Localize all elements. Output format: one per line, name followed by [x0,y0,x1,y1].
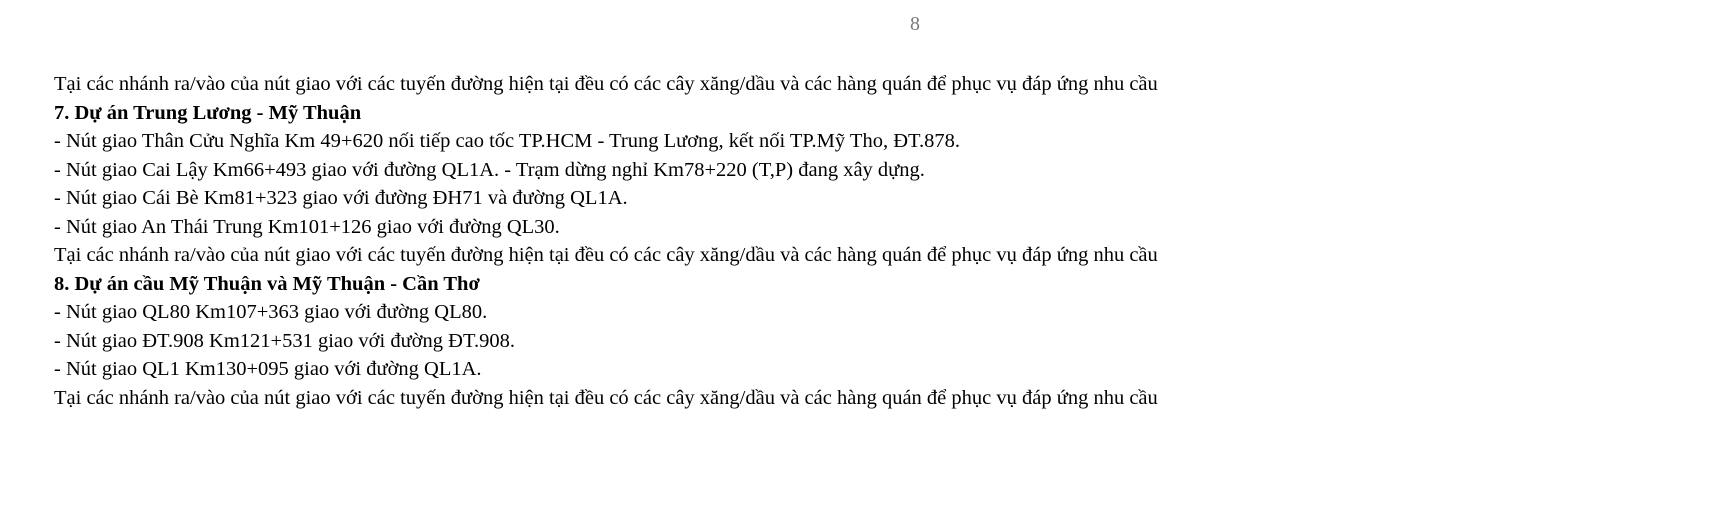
paragraph-fuel-services: Tại các nhánh ra/vào của nút giao với các tuyến đường hiện tại đều có các cây xăng/dầu và các hàng quán để phục vụ đáp ứng nhu cầu [54,73,1158,95]
section-heading-8: 8. Dự án cầu Mỹ Thuận và Mỹ Thuận - Cần Thơ [54,272,480,295]
list-item: - Nút giao An Thái Trung Km101+126 giao với đường QL30. [54,215,560,238]
section-heading-7: 7. Dự án Trung Lương - Mỹ Thuận [54,101,362,124]
list-item: - Nút giao ĐT.908 Km121+531 giao với đường ĐT.908. [54,329,515,352]
list-item: - Nút giao Thân Cửu Nghĩa Km 49+620 nối tiếp cao tốc TP.HCM - Trung Lương, kết nối TP.Mỹ Tho, ĐT.878. [54,130,960,152]
list-item: - Nút giao Cái Bè Km81+323 giao với đường ĐH71 và đường QL1A. [54,187,628,209]
list-item: - Nút giao Cai Lậy Km66+493 giao với đường QL1A. - Trạm dừng nghỉ Km78+220 (T,P) đang xây dựng. [54,158,925,181]
list-item: - Nút giao QL80 Km107+363 giao với đường QL80. [54,301,488,323]
document-body [54,70,1704,412]
list-item: - Nút giao QL1 Km130+095 giao với đường QL1A. [54,358,482,380]
paragraph-fuel-services: Tại các nhánh ra/vào của nút giao với các tuyến đường hiện tại đều có các cây xăng/dầu và các hàng quán để phục vụ đáp ứng nhu cầu [54,386,1158,409]
page-number: 8 [910,13,920,35]
paragraph-fuel-services: Tại các nhánh ra/vào của nút giao với các tuyến đường hiện tại đều có các cây xăng/dầu và các hàng quán để phục vụ đáp ứng nhu cầu [54,244,1158,266]
